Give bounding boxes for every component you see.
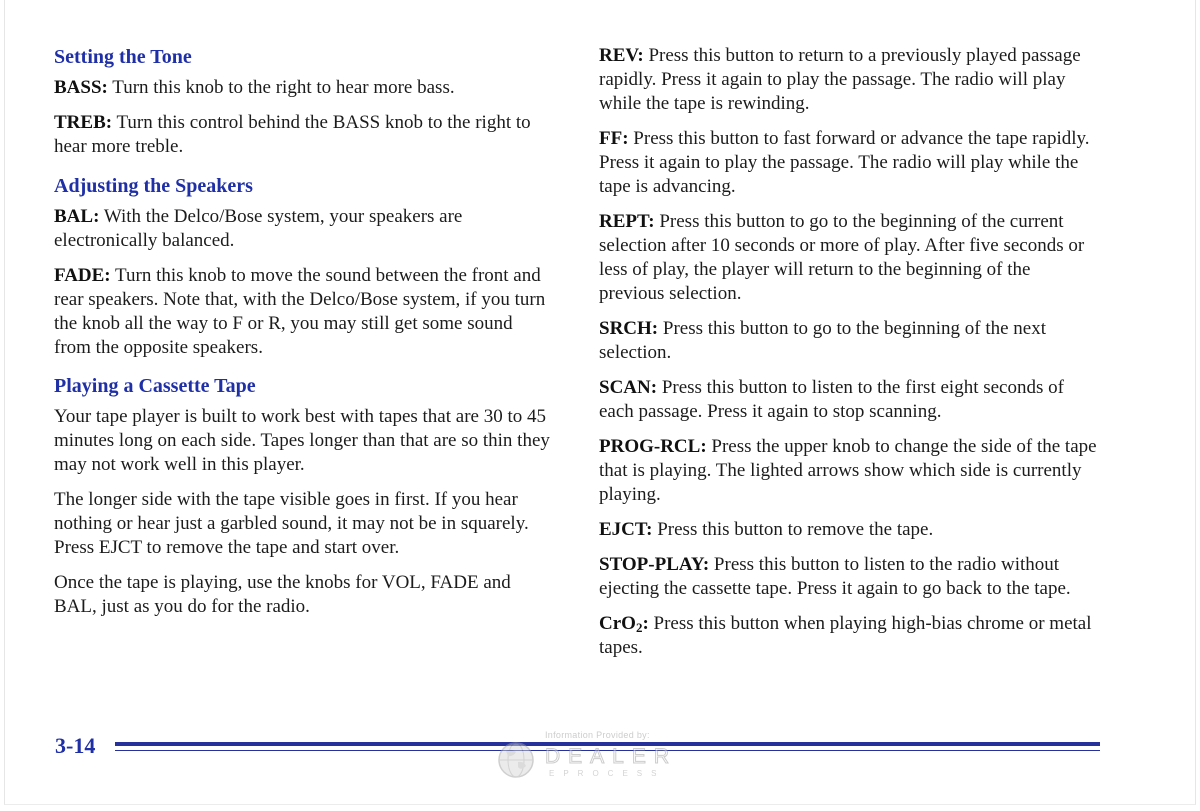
text-scan: Press this button to listen to the first eight seconds of each passage. Press it again to stop scanning. [599,377,1064,422]
heading-playing-cassette: Playing a Cassette Tape [54,375,256,397]
term-srch: SRCH: [599,318,659,339]
text-fade: Turn this knob to move the sound between the front and rear speakers. Note that, with the Delco/Bose system, if you turn the knob all the way to F or R, you may still get some sound from the opposite speakers. [54,265,546,358]
paragraph-tape-insert: The longer side with the tape visible goes in first. If you hear nothing or hear just a garbled sound, it may not be in squarely. Press EJCT to remove the tape and start over. [54,489,529,558]
text-treb: Turn this control behind the BASS knob to the right to hear more treble. [54,112,531,157]
text-srch: Press this button to go to the beginning of the next selection. [599,318,1047,363]
term-scan: SCAN: [599,377,658,398]
paragraph-scan [599,376,1099,424]
paragraph-prog-rcl [599,435,1099,507]
term-fade: FADE: [54,265,111,286]
text-stop-play: Press this button to listen to the radio without ejecting the cassette tape. Press it again to go back to the tape. [599,554,1071,599]
paragraph-stop-play [599,553,1099,601]
term-cro2-subscript: 2 [635,620,643,635]
paragraph-srch [599,317,1099,365]
term-cro2-main: CrO [599,613,636,634]
text-prog-rcl: Press the upper knob to change the side of the tape that is playing. The lighted arrows show which side is currently playing. [599,436,1097,505]
paragraph-rept [599,210,1099,306]
left-column [54,44,554,630]
text-rev: Press this button to return to a previously played passage rapidly. Press it again to play the passage. The radio will play while the tape is rewinding. [599,45,1081,114]
paragraph-bal [54,205,554,253]
term-rept: REPT: [599,211,655,232]
paragraph-cro2 [599,612,1099,660]
heading-setting-tone: Setting the Tone [54,46,192,68]
text-bass: Turn this knob to the right to hear more bass. [107,77,455,98]
text-bal: With the Delco/Bose system, your speakers are electronically balanced. [54,206,463,251]
text-cro2: Press this button when playing high-bias chrome or metal tapes. [599,613,1092,658]
paragraph-tape-length: Your tape player is built to work best with tapes that are 30 to 45 minutes long on each side. Tapes longer than that are so thin they may not work well in this player. [54,406,550,475]
text-rept: Press this button to go to the beginning of the current selection after 10 seconds or more of play. After five seconds or less of play, the player will return to the beginning of the previous selection. [599,211,1085,304]
watermark-caption: Information Provided by: [545,730,650,740]
page-number: 3-14 [55,733,96,758]
paragraph-bass [54,76,554,100]
text-ejct: Press this button to remove the tape. [652,519,934,540]
term-treb: TREB: [54,112,113,133]
paragraph-tape-knobs: Once the tape is playing, use the knobs for VOL, FADE and BAL, just as you do for the radio. [54,572,511,617]
right-column [599,44,1099,671]
paragraph-ejct [599,518,1099,542]
paragraph-treb [54,111,554,159]
dealer-watermark [497,730,697,782]
watermark-sub: EPROCESS [549,769,666,778]
term-ejct: EJCT: [599,519,653,540]
term-cro2 [599,613,649,634]
globe-icon [497,741,535,779]
term-bal: BAL: [54,206,100,227]
text-ff: Press this button to fast forward or advance the tape rapidly. Press it again to play the passage. The radio will play while the tape is advancing. [599,128,1090,197]
term-stop-play: STOP-PLAY: [599,554,710,575]
paragraph-ff [599,127,1099,199]
watermark-brand: DEALER [545,745,678,768]
term-rev: REV: [599,45,644,66]
term-ff: FF: [599,128,629,149]
term-prog-rcl: PROG-RCL: [599,436,707,457]
heading-adjusting-speakers: Adjusting the Speakers [54,175,253,197]
paragraph-fade [54,264,554,360]
term-cro2-colon: : [642,613,649,634]
paragraph-rev [599,44,1099,116]
term-bass: BASS: [54,77,108,98]
